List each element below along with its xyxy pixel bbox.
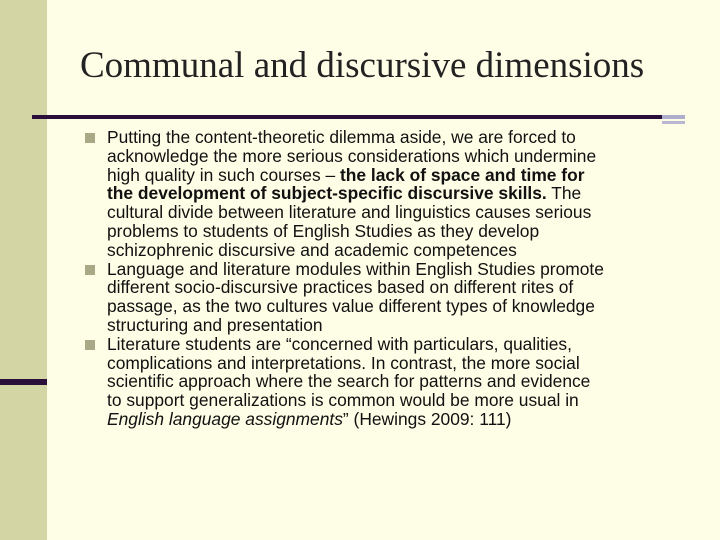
slide-title: Communal and discursive dimensions xyxy=(80,45,645,86)
bullet-square-icon xyxy=(85,133,95,143)
bullet-line xyxy=(107,410,693,429)
bullet-emphasis: the development of subject-specific discursive skills. xyxy=(107,183,547,204)
left-accent-marker xyxy=(0,379,47,385)
bullet-emphasis: the lack of space and time for xyxy=(339,164,585,185)
left-accent-bar xyxy=(0,0,47,540)
bullet-line: Literature students are “concerned with particulars, qualities, xyxy=(107,333,572,354)
bullet-line: structuring and presentation xyxy=(107,314,323,335)
bullet-line: different socio-discursive practices based on different rites of xyxy=(107,277,574,298)
bullet-line: Putting the content-theoretic dilemma aside, we are forced to xyxy=(107,127,576,147)
bullet-italic: English language assignments xyxy=(107,408,343,429)
bullet-item xyxy=(85,335,693,429)
bullet-square-icon xyxy=(85,340,95,350)
bullet-text: high quality in such courses – xyxy=(107,164,340,185)
bullet-line: schizophrenic discursive and academic competences xyxy=(107,239,517,260)
bullet-line: passage, as the two cultures value different types of knowledge xyxy=(107,296,595,317)
title-divider-accent xyxy=(662,115,685,119)
bullet-item xyxy=(85,260,693,335)
bullet-line: scientific approach where the search for patterns and evidence xyxy=(107,371,591,392)
title-divider xyxy=(32,115,662,119)
bullet-line xyxy=(107,184,693,203)
slide-body xyxy=(85,128,693,429)
bullet-text: The xyxy=(546,183,582,204)
bullet-line: acknowledge the more serious considerations which undermine xyxy=(107,145,597,166)
bullet-square-icon xyxy=(85,265,95,275)
bullet-line: Language and literature modules within English Studies promote xyxy=(107,258,604,279)
bullet-line: cultural divide between literature and linguistics causes serious xyxy=(107,202,592,223)
bullet-item xyxy=(85,128,693,260)
bullet-line: complications and interpretations. In contrast, the more social xyxy=(107,352,580,373)
title-divider-accent-lower xyxy=(662,121,685,124)
bullet-line: to support generalizations is common would be more usual in xyxy=(107,390,579,411)
bullet-text: ” (Hewings 2009: 111) xyxy=(342,408,512,429)
bullet-line xyxy=(107,166,693,185)
bullet-line: problems to students of English Studies as they develop xyxy=(107,220,540,241)
